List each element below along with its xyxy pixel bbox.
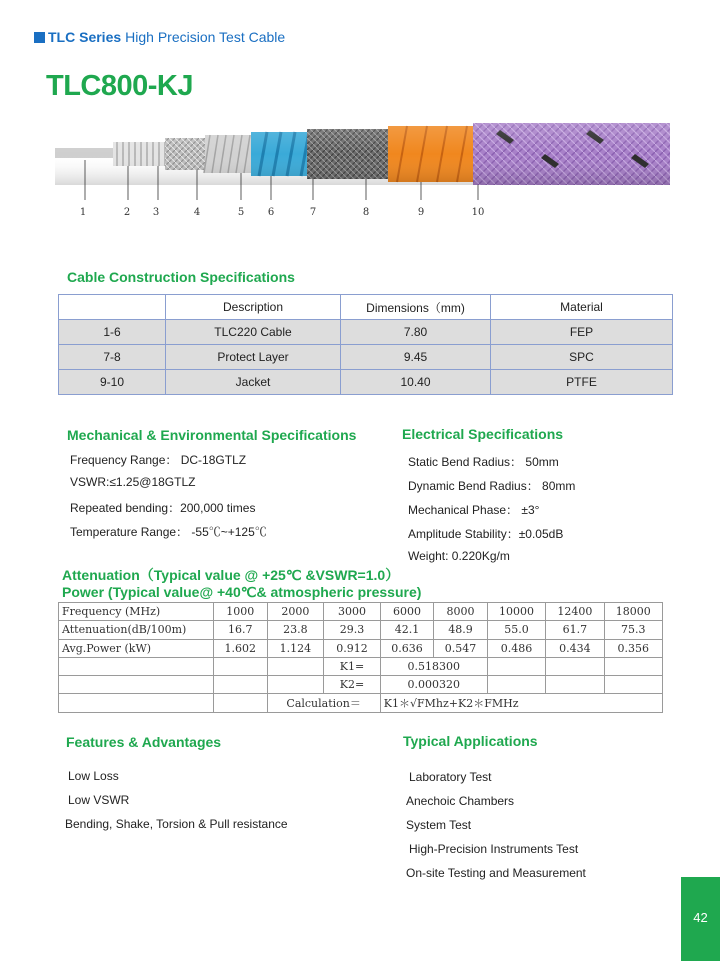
table-row	[59, 603, 663, 621]
table-cell	[546, 657, 604, 675]
table-cell	[214, 694, 268, 712]
series-header	[34, 29, 285, 45]
layer-number-label: 10	[471, 207, 485, 218]
feature-item: Bending, Shake, Torsion & Pull resistance	[65, 817, 288, 831]
table-cell: 0.636	[380, 639, 434, 657]
cable-shading	[55, 123, 670, 185]
power-heading: Power (Typical value@ +40℃& atmospheric pressure)	[62, 584, 422, 600]
electrical-spec-line: Amplitude Stability：±0.05dB	[408, 527, 564, 541]
construction-table	[58, 294, 673, 395]
table-cell: 16.7	[214, 621, 268, 639]
table-cell: 9.45	[341, 345, 491, 370]
table-cell	[487, 657, 545, 675]
series-square-icon	[34, 32, 45, 43]
table-cell: 9-10	[59, 370, 166, 395]
table-row	[59, 320, 673, 345]
table-cell: Avg.Power (kW)	[59, 639, 214, 657]
table-row	[59, 345, 673, 370]
series-name: TLC Series	[48, 29, 122, 45]
electrical-spec-line: Weight: 0.220Kg/m	[408, 549, 510, 563]
table-row	[59, 657, 663, 675]
layer-number-label: 1	[79, 207, 87, 218]
table-cell: 75.3	[604, 621, 662, 639]
table-cell: 1.602	[214, 639, 268, 657]
application-item: On-site Testing and Measurement	[406, 866, 586, 880]
table-row	[59, 676, 663, 694]
table-cell: Protect Layer	[166, 345, 341, 370]
electrical-spec-line: Static Bend Radius： 50mm	[408, 455, 559, 469]
application-item: Anechoic Chambers	[406, 794, 515, 808]
application-item: Laboratory Test	[409, 770, 492, 784]
table-cell: Jacket	[166, 370, 341, 395]
layer-number-label: 5	[237, 207, 245, 218]
table-cell: 10.40	[341, 370, 491, 395]
table-cell: 6000	[380, 603, 434, 621]
table-cell: 55.0	[487, 621, 545, 639]
table-cell: 1.124	[267, 639, 324, 657]
mechanical-heading: Mechanical & Environmental Specifications	[67, 427, 357, 443]
column-header: Description	[166, 295, 341, 320]
table-cell: 48.9	[434, 621, 488, 639]
page-number: 42	[693, 910, 708, 925]
series-description: High Precision Test Cable	[125, 29, 286, 45]
table-cell: 8000	[434, 603, 488, 621]
table-cell: PTFE	[491, 370, 673, 395]
electrical-heading: Electrical Specifications	[402, 426, 564, 442]
table-cell: 0.547	[434, 639, 488, 657]
table-cell: 12400	[546, 603, 604, 621]
page-number-tab	[681, 877, 720, 961]
table-cell: 7-8	[59, 345, 166, 370]
application-item: High-Precision Instruments Test	[409, 842, 579, 856]
table-cell	[604, 676, 662, 694]
table-cell	[59, 676, 214, 694]
cable-cutaway-illustration	[55, 120, 670, 225]
column-header	[59, 295, 166, 320]
table-cell	[214, 676, 268, 694]
layer-number-label: 2	[123, 207, 131, 218]
attenuation-heading: Attenuation（Typical value @ +25℃ &VSWR=1.0）	[62, 567, 400, 583]
construction-heading: Cable Construction Specifications	[67, 269, 295, 285]
table-cell: 1000	[214, 603, 268, 621]
layer-number-labels	[80, 207, 485, 218]
table-row	[59, 621, 663, 639]
mechanical-spec-line: Frequency Range： DC-18GTLZ	[70, 453, 247, 467]
calculation-label: Calculation＝	[267, 694, 380, 712]
table-cell	[546, 676, 604, 694]
table-header-row	[59, 295, 673, 320]
layer-number-label: 7	[309, 207, 317, 218]
table-row	[59, 694, 663, 712]
feature-item: Low Loss	[68, 769, 119, 783]
table-cell: 18000	[604, 603, 662, 621]
electrical-spec-line: Dynamic Bend Radius： 80mm	[408, 479, 576, 493]
layer-number-label: 9	[417, 207, 425, 218]
features-heading: Features & Advantages	[66, 734, 222, 750]
table-cell	[59, 694, 214, 712]
model-title: TLC800-KJ	[46, 70, 193, 102]
table-cell: FEP	[491, 320, 673, 345]
table-cell: Attenuation(dB/100m)	[59, 621, 214, 639]
table-cell: 3000	[324, 603, 381, 621]
mechanical-spec-line: VSWR:≤1.25@18GTLZ	[70, 475, 196, 489]
feature-item: Low VSWR	[68, 793, 130, 807]
table-cell	[59, 657, 214, 675]
k2-label: K2=	[324, 676, 381, 694]
table-cell: 2000	[267, 603, 324, 621]
electrical-spec-line: Mechanical Phase： ±3°	[408, 503, 540, 517]
layer-number-label: 4	[193, 207, 201, 218]
mechanical-spec-line: Repeated bending：200,000 times	[70, 501, 256, 515]
table-cell	[214, 657, 268, 675]
table-cell: 29.3	[324, 621, 381, 639]
layer-number-label: 6	[267, 207, 275, 218]
table-cell	[487, 676, 545, 694]
table-cell	[267, 657, 324, 675]
table-cell	[604, 657, 662, 675]
mechanical-spec-line: Temperature Range： -55℃~+125℃	[70, 525, 267, 539]
application-item: System Test	[406, 818, 472, 832]
table-cell: 10000	[487, 603, 545, 621]
table-cell: SPC	[491, 345, 673, 370]
table-cell: 61.7	[546, 621, 604, 639]
attenuation-table	[58, 602, 663, 713]
table-cell: 7.80	[341, 320, 491, 345]
layer-number-label: 3	[152, 207, 160, 218]
layer-number-label: 8	[362, 207, 370, 218]
table-cell: 0.356	[604, 639, 662, 657]
applications-heading: Typical Applications	[403, 733, 538, 749]
table-row	[59, 370, 673, 395]
k1-label: K1=	[324, 657, 381, 675]
table-cell: 1-6	[59, 320, 166, 345]
table-cell: 0.912	[324, 639, 381, 657]
k2-value: 0.000320	[380, 676, 487, 694]
table-cell: TLC220 Cable	[166, 320, 341, 345]
calculation-formula: K1＊√FMhz+K2＊FMHz	[380, 694, 662, 712]
table-cell: 42.1	[380, 621, 434, 639]
table-row	[59, 639, 663, 657]
column-header: Dimensions（mm)	[341, 295, 491, 320]
table-cell: 0.434	[546, 639, 604, 657]
table-cell: 23.8	[267, 621, 324, 639]
column-header: Material	[491, 295, 673, 320]
table-cell: Frequency (MHz)	[59, 603, 214, 621]
k1-value: 0.518300	[380, 657, 487, 675]
table-cell: 0.486	[487, 639, 545, 657]
table-cell	[267, 676, 324, 694]
